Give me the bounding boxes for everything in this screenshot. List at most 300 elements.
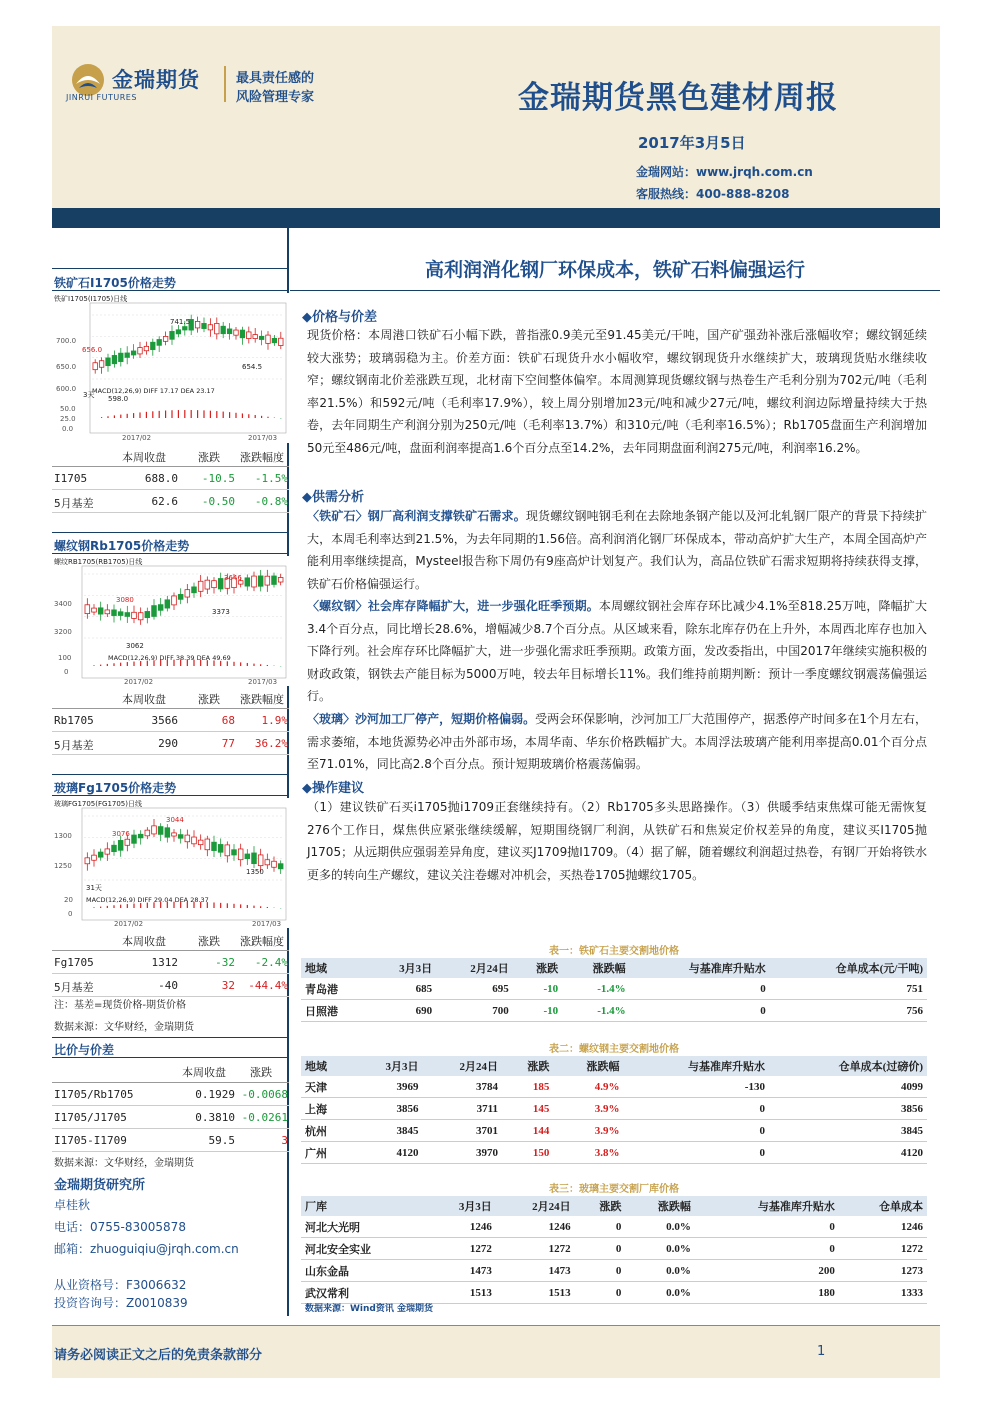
- table-cell: 0: [695, 1216, 839, 1238]
- table-cell: 0: [575, 1260, 626, 1282]
- page-number: 1: [817, 1344, 826, 1359]
- summary-row: [52, 974, 289, 997]
- annotation-high: 741.5: [170, 318, 191, 326]
- y-tick: 0: [64, 668, 69, 676]
- column-header: 地域: [301, 1056, 352, 1076]
- summary-cell-pct: -44.4%: [248, 979, 288, 992]
- summary-cell-pct: -0.8%: [254, 495, 288, 508]
- axis-date-end: 2017/03: [248, 434, 278, 442]
- candle-body: [125, 839, 130, 845]
- candle-body: [192, 587, 197, 593]
- candle-body: [138, 834, 143, 838]
- candle-body: [152, 606, 157, 617]
- glass-chart-title: 玻璃Fg1705价格走势: [54, 781, 177, 795]
- spread-cell-name: I1705/J1705: [54, 1111, 127, 1124]
- candle-body: [158, 605, 163, 611]
- source-note-1: 数据来源：文华财经，金瑞期货: [54, 1022, 194, 1033]
- candle-body: [258, 855, 263, 866]
- table-cell: 0: [575, 1282, 626, 1304]
- table-cell: 天津: [301, 1076, 352, 1098]
- column-header: 与基准库升贴水: [695, 1196, 839, 1216]
- candle-body: [205, 580, 210, 589]
- candle-body: [232, 850, 237, 855]
- macd-bar: [267, 417, 268, 418]
- column-header: 厂库: [301, 1196, 426, 1216]
- candle-body: [265, 576, 270, 585]
- macd-bar: [171, 410, 172, 418]
- axis-date-end: 2017/03: [252, 920, 282, 928]
- candle-body: [118, 840, 123, 850]
- candle-body: [272, 338, 276, 342]
- table-cell: 3969: [352, 1076, 422, 1098]
- candle-body: [98, 608, 103, 614]
- summary-cell-chg: -10.5: [201, 472, 235, 485]
- candle-body: [192, 837, 197, 844]
- advisory-number: 投资咨询号：Z0010839: [54, 1296, 188, 1310]
- ore-summary-table: [52, 446, 289, 513]
- chart-label: 玻璃FG1705(FG1705)日线: [54, 800, 142, 808]
- logo-text-en: JINRUI FUTURES: [66, 93, 137, 102]
- table-cell: 4.9%: [553, 1076, 623, 1098]
- axis-date-start: 2017/02: [114, 920, 144, 928]
- table-cell: 河北安全实业: [301, 1238, 426, 1260]
- rebar-chart-title: 螺纹钢Rb1705价格走势: [54, 539, 190, 553]
- candle-body: [266, 335, 270, 343]
- macd-bar: [210, 411, 211, 418]
- summary-cell-name: 5月基差: [54, 981, 94, 994]
- candle-body: [145, 830, 150, 836]
- table-cell: 1272: [839, 1238, 927, 1260]
- table-cell: 1246: [426, 1216, 495, 1238]
- spread-cell-close: 0.3810: [195, 1111, 235, 1124]
- column-header: 2月24日: [496, 1196, 575, 1216]
- candle-body: [85, 605, 90, 614]
- y-tick: 20: [64, 896, 73, 904]
- table-ore-delivery: [301, 958, 927, 1022]
- summary-cell-pct: 1.9%: [261, 714, 288, 727]
- summary-cell-name: 5月基差: [54, 739, 94, 752]
- table-cell: 695: [436, 978, 513, 1000]
- candle-body: [99, 361, 103, 368]
- candle-body: [85, 858, 90, 864]
- table-cell: 0.0%: [625, 1260, 694, 1282]
- hotline: 客服热线：400-888-8208: [636, 187, 790, 201]
- candle-body: [176, 330, 180, 334]
- candle-body: [112, 845, 117, 851]
- candle-body: [227, 329, 231, 334]
- macd-bar: [93, 665, 94, 666]
- macd-bar: [120, 905, 121, 908]
- table-cell: 广州: [301, 1142, 352, 1164]
- summary-cell-close: 290: [158, 737, 178, 750]
- slogan-line-1: 最具责任感的: [236, 71, 315, 86]
- macd-bar: [191, 410, 192, 418]
- candle-body: [245, 854, 250, 859]
- table-row: [301, 1000, 927, 1022]
- table-cell: 0.0%: [625, 1216, 694, 1238]
- table-cell: 0: [695, 1238, 839, 1260]
- candle-body: [112, 355, 116, 363]
- macd-bar: [227, 661, 228, 666]
- sidebar-rule: [52, 532, 289, 533]
- candle-body: [144, 346, 148, 350]
- macd-bar: [233, 904, 234, 908]
- candle-body: [252, 853, 257, 864]
- summary-row: [52, 709, 289, 732]
- annotation: 3080: [116, 596, 134, 604]
- candle-body: [138, 348, 142, 354]
- macd-label: MACD(12,26,9) DIFF 17.17 DEA 23.17: [92, 387, 215, 395]
- macd-bar: [220, 903, 221, 908]
- summary-row: [52, 732, 289, 755]
- table3-caption: 表三：玻璃主要交割厂库价格: [549, 1184, 679, 1195]
- candle-body: [212, 842, 217, 850]
- macd-bar: [127, 904, 128, 908]
- candle-body: [93, 363, 97, 370]
- summary-cell-chg: -32: [215, 956, 235, 969]
- macd-bar: [197, 410, 198, 418]
- table-cell: 3845: [352, 1120, 422, 1142]
- spread-cell-name: I1705-I1709: [54, 1134, 127, 1147]
- table-cell: 4099: [769, 1076, 927, 1098]
- section-rebar-body: [307, 595, 927, 708]
- table-cell: 3845: [769, 1120, 927, 1142]
- macd-bar: [233, 662, 234, 666]
- y-tick: 25.0: [60, 415, 76, 423]
- table-cell: 山东金晶: [301, 1260, 426, 1282]
- macd-bar: [267, 907, 268, 908]
- summary-cell-chg: 77: [221, 737, 235, 750]
- candle-body: [215, 323, 219, 333]
- sidebar-rule: [52, 553, 289, 554]
- table-rebar-delivery: [301, 1056, 927, 1164]
- table-row: [301, 1260, 927, 1282]
- table-cell: 1333: [839, 1282, 927, 1304]
- candle-body: [105, 610, 110, 614]
- summary-cell-name: Fg1705: [54, 956, 94, 969]
- table-cell: 1473: [496, 1260, 575, 1282]
- rebar-summary-table: [52, 688, 289, 755]
- macd-bar: [260, 664, 261, 666]
- spread-cell-close: 0.1929: [195, 1088, 235, 1101]
- candle-body: [218, 579, 223, 589]
- macd-bar: [242, 413, 243, 418]
- table-row: [301, 1076, 927, 1098]
- summary-col-header: 涨跌: [198, 451, 220, 464]
- summary-cell-close: 1312: [151, 956, 178, 969]
- section-ops-heading: ◆操作建议: [302, 781, 364, 796]
- table-row: [301, 1238, 927, 1260]
- candle-body: [132, 612, 137, 618]
- table1-caption: 表一：铁矿石主要交割地价格: [549, 946, 679, 957]
- table-cell: 144: [502, 1120, 553, 1142]
- candle-body: [118, 612, 123, 616]
- candle-body: [225, 845, 230, 856]
- axis-date-end: 2017/03: [248, 678, 278, 686]
- annotation: 31天: [86, 884, 102, 892]
- annotation-low: 598.0: [108, 395, 129, 403]
- candle-body: [170, 331, 174, 339]
- logo-text-cn: 金瑞期货: [112, 68, 200, 92]
- table-cell: 3.9%: [553, 1120, 623, 1142]
- table-cell: 青岛港: [301, 978, 369, 1000]
- candle-body: [247, 332, 251, 339]
- axis-date-start: 2017/02: [124, 678, 154, 686]
- column-header: 2月24日: [436, 958, 513, 978]
- ore-price-chart: [52, 293, 289, 443]
- macd-bar: [247, 905, 248, 908]
- table-cell: -1.4%: [562, 978, 630, 1000]
- candle-body: [185, 835, 190, 842]
- slogan-line-2: 风险管理专家: [236, 90, 315, 105]
- summary-cell-name: I1705: [54, 472, 88, 485]
- candle-body: [125, 613, 130, 617]
- candle-body: [92, 855, 97, 860]
- table-cell: 685: [369, 978, 437, 1000]
- table-cell: 1513: [496, 1282, 575, 1304]
- candle-body: [98, 852, 103, 857]
- spread-cell-chg: -0.0261: [241, 1111, 288, 1124]
- macd-bar: [127, 662, 128, 666]
- annotation: 3076: [112, 830, 130, 838]
- macd-bar: [248, 414, 249, 418]
- table-cell: 武汉常利: [301, 1282, 426, 1304]
- summary-col-header: 本周收盘: [122, 451, 166, 464]
- y-tick: 1250: [54, 862, 72, 870]
- macd-bar: [229, 412, 230, 418]
- macd-bar: [107, 664, 108, 666]
- column-header: 涨跌幅: [553, 1056, 623, 1076]
- basis-note: 注：基差=现货价格-期货价格: [54, 1000, 186, 1011]
- macd-bar: [227, 903, 228, 908]
- macd-bar: [235, 413, 236, 418]
- candle-body: [212, 581, 217, 588]
- column-header: 3月3日: [352, 1056, 422, 1076]
- macd-bar: [240, 662, 241, 666]
- table-row: [301, 1216, 927, 1238]
- table-cell: 0: [575, 1216, 626, 1238]
- table-cell: 4120: [769, 1142, 927, 1164]
- spread-cell-chg: -0.0068: [241, 1088, 288, 1101]
- candle-body: [131, 351, 135, 355]
- candle-body: [178, 594, 183, 599]
- report-title: 金瑞期货黑色建材周报: [518, 80, 838, 116]
- macd-bar: [240, 904, 241, 908]
- candle-body: [145, 611, 150, 617]
- macd-bar: [133, 413, 134, 418]
- table2-caption: 表二：螺纹钢主要交割地价格: [549, 1044, 679, 1055]
- summary-cell-close: 62.6: [151, 495, 178, 508]
- candle-body: [105, 849, 110, 854]
- table-cell: 1246: [839, 1216, 927, 1238]
- candle-body: [278, 578, 283, 583]
- rebar-lead: 〈螺纹钢〉社会库存降幅扩大，进一步强化旺季预期。: [307, 599, 599, 613]
- y-tick: 1300: [54, 832, 72, 840]
- macd-bar: [247, 663, 248, 666]
- column-header: 涨跌幅: [625, 1196, 694, 1216]
- summary-cell-chg: -0.50: [201, 495, 235, 508]
- sidebar-rule: [52, 795, 289, 796]
- summary-col-header: 本周收盘: [122, 935, 166, 948]
- annotation: 1350: [246, 868, 264, 876]
- candle-body: [152, 826, 157, 834]
- macd-bar: [267, 665, 268, 666]
- macd-bar: [253, 906, 254, 908]
- macd-bar: [178, 410, 179, 418]
- summary-header: [52, 446, 289, 467]
- spread-col-header: 本周收盘: [182, 1066, 226, 1079]
- section-ore-body: [307, 505, 927, 595]
- column-header: 涨跌: [513, 958, 562, 978]
- table-cell: 145: [502, 1098, 553, 1120]
- macd-bar: [120, 663, 121, 666]
- candle-body: [138, 613, 143, 620]
- column-header: 仓单成本(过磅价): [769, 1056, 927, 1076]
- column-header: 2月24日: [422, 1056, 502, 1076]
- table-cell: 河北大光明: [301, 1216, 426, 1238]
- macd-bar: [152, 411, 153, 418]
- spread-cell-name: I1705/Rb1705: [54, 1088, 134, 1101]
- glass-price-chart: [52, 798, 289, 928]
- summary-cell-close: -40: [158, 979, 178, 992]
- table-cell: 1272: [496, 1238, 575, 1260]
- table-cell: 1273: [839, 1260, 927, 1282]
- macd-bar: [100, 907, 101, 908]
- spread-title: 比价与价差: [54, 1043, 115, 1057]
- sidebar-rule: [52, 290, 289, 291]
- candle-body: [92, 608, 97, 612]
- candle-body: [198, 581, 203, 591]
- spread-cell-chg: 3: [281, 1134, 288, 1147]
- glass-lead: 〈玻璃〉沙河加工厂停产，短期价格偏弱。: [307, 712, 536, 726]
- table-row: [301, 1098, 927, 1120]
- candle-body: [172, 833, 177, 836]
- spread-table: [52, 1060, 289, 1152]
- table-header-row: [301, 958, 927, 978]
- table3-source: 数据来源：Wind资讯 金瑞期货: [305, 1304, 433, 1314]
- table-cell: 3.9%: [553, 1098, 623, 1120]
- headline: 高利润消化钢厂环保成本，铁矿石料偏强运行: [424, 259, 805, 281]
- headline-rule: [290, 290, 940, 291]
- macd-bar: [107, 906, 108, 908]
- summary-col-header: 涨跌幅度: [240, 693, 284, 706]
- table-header-row: [301, 1056, 927, 1076]
- table-cell: 3970: [422, 1142, 502, 1164]
- table-cell: 751: [770, 978, 927, 1000]
- candle-body: [259, 336, 263, 339]
- summary-cell-chg: 68: [221, 714, 235, 727]
- macd-bar: [100, 665, 101, 666]
- annotation: 3373: [212, 608, 230, 616]
- candle-body: [183, 327, 187, 330]
- table-cell: 0: [624, 1120, 769, 1142]
- candle-body: [195, 321, 199, 328]
- candle-body: [272, 861, 277, 867]
- chart-label: 铁矿I1705(I1705)日线: [54, 295, 128, 303]
- analyst-phone: 电话：0755-83005878: [54, 1220, 186, 1234]
- macd-bar: [261, 416, 262, 418]
- macd-bar: [113, 905, 114, 908]
- sidebar-rule: [52, 1057, 289, 1058]
- column-header: 涨跌: [575, 1196, 626, 1216]
- table-cell: 690: [369, 1000, 437, 1022]
- candle-body: [151, 342, 155, 349]
- spread-col-header: 涨跌: [250, 1066, 272, 1079]
- candle-body: [158, 827, 163, 835]
- summary-cell-pct: 36.2%: [254, 737, 288, 750]
- summary-col-header: 本周收盘: [122, 693, 166, 706]
- section-glass-body: [307, 708, 927, 776]
- table-cell: 3784: [422, 1076, 502, 1098]
- analyst-email[interactable]: 邮箱：zhuoguiqiu@jrqh.com.cn: [54, 1242, 239, 1256]
- table-cell: 0.0%: [625, 1238, 694, 1260]
- candle-body: [172, 596, 177, 605]
- table-cell: 1272: [426, 1238, 495, 1260]
- column-header: 地域: [301, 958, 369, 978]
- y-tick: 0.0: [62, 425, 74, 433]
- table-cell: 1473: [426, 1260, 495, 1282]
- table-cell: 0: [630, 1000, 770, 1022]
- table-cell: 756: [770, 1000, 927, 1022]
- table-cell: 0: [575, 1238, 626, 1260]
- column-header: 涨跌: [502, 1056, 553, 1076]
- macd-bar: [113, 663, 114, 666]
- y-tick: 3400: [54, 600, 72, 608]
- macd-bar: [223, 412, 224, 418]
- section-price-body: 现货价格：本周港口铁矿石小幅下跌，普指涨0.9美元至91.45美元/干吨，国产矿强劲补涨后涨幅收窄；螺纹钢延续较大涨势；玻璃弱稳为主。价差方面：铁矿石现货升水小幅收窄，螺纹钢现货升水继续扩大，玻璃现货贴水继续收窄；螺纹钢南北价差涨跌互现，北材南下空间整体偏窄。本周测算现货螺纹钢与热卷生产毛利分别为702元/吨（毛利率21.5%）和592元/吨（毛利率17.9%），较上周分别增加23元/吨和减少27元/吨，螺纹利润边际增量持续大于热卷，去年同期生产利润分别为250元/吨（毛利率13.7%）和310元/吨（毛利率16.5%）；Rb1705盘面生产利润增加50元至486元/吨，盘面利润率提高1.6个百分点至14.2%，去年同期盘面利润275元/吨，利润率16.2%。: [307, 328, 927, 455]
- column-header: 仓单成本: [839, 1196, 927, 1216]
- macd-bar: [255, 415, 256, 418]
- summary-col-header: 涨跌幅度: [240, 935, 284, 948]
- candle-body: [132, 835, 137, 843]
- ore-text: 现货螺纹钢吨钢毛利在去除地条钢产能以及河北轧钢厂限产的背景下持续扩大，本周毛利率达到21.5%，为去年同期的1.56倍。高利润消化钢厂环保成本，带动高炉扩大生产，本周全国高炉产能利用率继续提高，Mysteel报告称下周仍有9座高炉计划复产。我们认为，高品位铁矿石需求短期将持续获得支撑，铁矿石价格偏强运行。: [307, 509, 927, 591]
- ore-lead: 〈铁矿石〉钢厂高利润支撑铁矿石需求。: [307, 509, 526, 523]
- section-price-heading: ◆价格与价差: [302, 310, 377, 325]
- macd-bar: [114, 415, 115, 418]
- macd-bar: [133, 662, 134, 666]
- summary-cell-pct: -2.4%: [254, 956, 288, 969]
- table-cell: 上海: [301, 1098, 352, 1120]
- summary-col-header: 涨跌: [198, 935, 220, 948]
- summary-cell-close: 3566: [151, 714, 178, 727]
- rebar-price-chart: [52, 556, 289, 686]
- candle-body: [106, 358, 110, 366]
- table-cell: 3.8%: [553, 1142, 623, 1164]
- table-cell: 0: [630, 978, 770, 1000]
- summary-header: [52, 688, 289, 709]
- column-header: 3月3日: [369, 958, 437, 978]
- sidebar-rule: [52, 268, 289, 269]
- disclaimer-text[interactable]: 请务必阅读正文之后的免责条款部分: [54, 1348, 263, 1363]
- ore-chart-title: 铁矿石I1705价格走势: [54, 276, 176, 290]
- y-tick: 700.0: [56, 337, 77, 345]
- summary-col-header: 涨跌: [198, 693, 220, 706]
- table-cell: 700: [436, 1000, 513, 1022]
- macd-label: MACD(12,26,9) DIFF 38.39 DEA 49.69: [108, 654, 231, 662]
- header-bar: [52, 208, 940, 228]
- website-link[interactable]: 金瑞网站：www.jrqh.com.cn: [636, 165, 813, 179]
- table-row: [301, 1142, 927, 1164]
- candle-body: [163, 336, 167, 341]
- candle-body: [185, 590, 190, 597]
- candle-body: [238, 849, 243, 860]
- table-row: [301, 978, 927, 1000]
- summary-cell-chg: 32: [221, 979, 235, 992]
- spread-row: [52, 1083, 289, 1106]
- table-cell: 185: [502, 1076, 553, 1098]
- table-header-row: [301, 1196, 927, 1216]
- summary-col-header: 涨跌幅度: [240, 451, 284, 464]
